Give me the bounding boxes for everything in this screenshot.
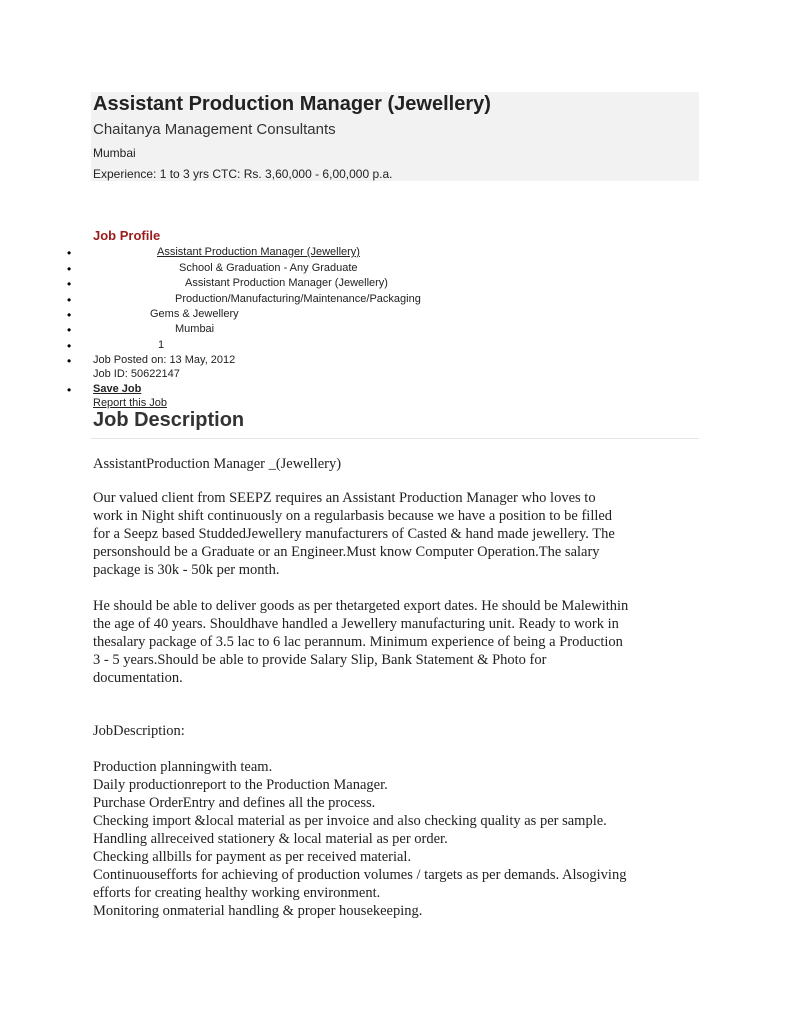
job-header	[91, 92, 699, 181]
bullet-icon: •	[67, 308, 72, 322]
subtitle-line: AssistantProduction Manager _(Jewellery)	[93, 456, 342, 472]
bullet-icon: •	[67, 262, 72, 276]
paragraph-line: 3 - 5 years.Should be able to provide Salary Slip, Bank Statement & Photo for	[93, 652, 547, 668]
job-description-subtitle	[93, 455, 678, 473]
profile-item-industry: Gems & Jewellery	[150, 308, 239, 320]
paragraph-line: work in Night shift continuously on a regularbasis because we have a position to be filled	[93, 508, 613, 524]
job-posted-date: Job Posted on: 13 May, 2012	[93, 354, 236, 366]
description-paragraph-1	[93, 489, 678, 579]
company-name: Chaitanya Management Consultants	[93, 121, 336, 138]
bullet-icon: •	[67, 383, 72, 397]
profile-item-location: Mumbai	[175, 323, 215, 335]
label-line: JobDescription:	[93, 723, 185, 739]
bullet-icon: •	[67, 323, 72, 337]
experience-ctc: Experience: 1 to 3 yrs CTC: Rs. 3,60,000 - 6,00,000 p.a.	[93, 167, 393, 181]
profile-item-openings: 1	[158, 339, 165, 351]
bullet-icon: •	[67, 354, 72, 368]
divider	[91, 438, 699, 439]
paragraph-line: package is 30k - 50k per month.	[93, 562, 280, 578]
job-id: Job ID: 50622147	[93, 368, 180, 380]
profile-item-role-link[interactable]: Assistant Production Manager (Jewellery)	[157, 246, 360, 258]
job-description-heading: Job Description	[93, 409, 245, 431]
save-job-link[interactable]: Save Job	[93, 383, 142, 395]
duty-line: Monitoring onmaterial handling & proper housekeeping.	[93, 903, 423, 919]
paragraph-line: personshould be a Graduate or an Engineer.Must know Computer Operation.The salary	[93, 544, 600, 560]
description-paragraph-2	[93, 597, 678, 687]
job-title: Assistant Production Manager (Jewellery)	[93, 93, 491, 115]
profile-item-education: School & Graduation - Any Graduate	[179, 262, 358, 274]
bullet-icon: •	[67, 277, 72, 291]
paragraph-line: He should be able to deliver goods as per thetargeted export dates. He should be Malewithin	[93, 598, 629, 614]
paragraph-line: Our valued client from SEEPZ requires an Assistant Production Manager who loves to	[93, 490, 596, 506]
duty-line: Checking allbills for payment as per received material.	[93, 849, 412, 865]
bullet-icon: •	[67, 339, 72, 353]
bullet-icon: •	[67, 246, 72, 260]
report-job-link[interactable]: Report this Job	[93, 397, 167, 409]
paragraph-line: documentation.	[93, 670, 183, 686]
paragraph-line: the age of 40 years. Shouldhave handled a Jewellery manufacturing unit. Ready to work in	[93, 616, 619, 632]
job-profile-heading: Job Profile	[93, 228, 161, 243]
duty-line: Checking import &local material as per invoice and also checking quality as per sample.	[93, 813, 607, 829]
duty-line: Production planningwith team.	[93, 759, 273, 775]
duty-line: Continuousefforts for achieving of production volumes / targets as per demands. Alsogiving	[93, 867, 627, 883]
bullet-icon: •	[67, 293, 72, 307]
duty-line: Daily productionreport to the Production Manager.	[93, 777, 388, 793]
duty-line: efforts for creating healthy working environment.	[93, 885, 381, 901]
job-location: Mumbai	[93, 146, 136, 160]
duty-line: Handling allreceived stationery & local material as per order.	[93, 831, 448, 847]
job-description-label	[93, 722, 678, 740]
paragraph-line: thesalary package of 3.5 lac to 6 lac perannum. Minimum experience of being a Production	[93, 634, 623, 650]
profile-item-function: Production/Manufacturing/Maintenance/Packaging	[175, 293, 421, 305]
duty-line: Purchase OrderEntry and defines all the process.	[93, 795, 376, 811]
duties-list	[93, 758, 678, 920]
profile-item-role: Assistant Production Manager (Jewellery)	[185, 277, 388, 289]
paragraph-line: for a Seepz based StuddedJewellery manufacturers of Casted & hand made jewellery. The	[93, 526, 615, 542]
